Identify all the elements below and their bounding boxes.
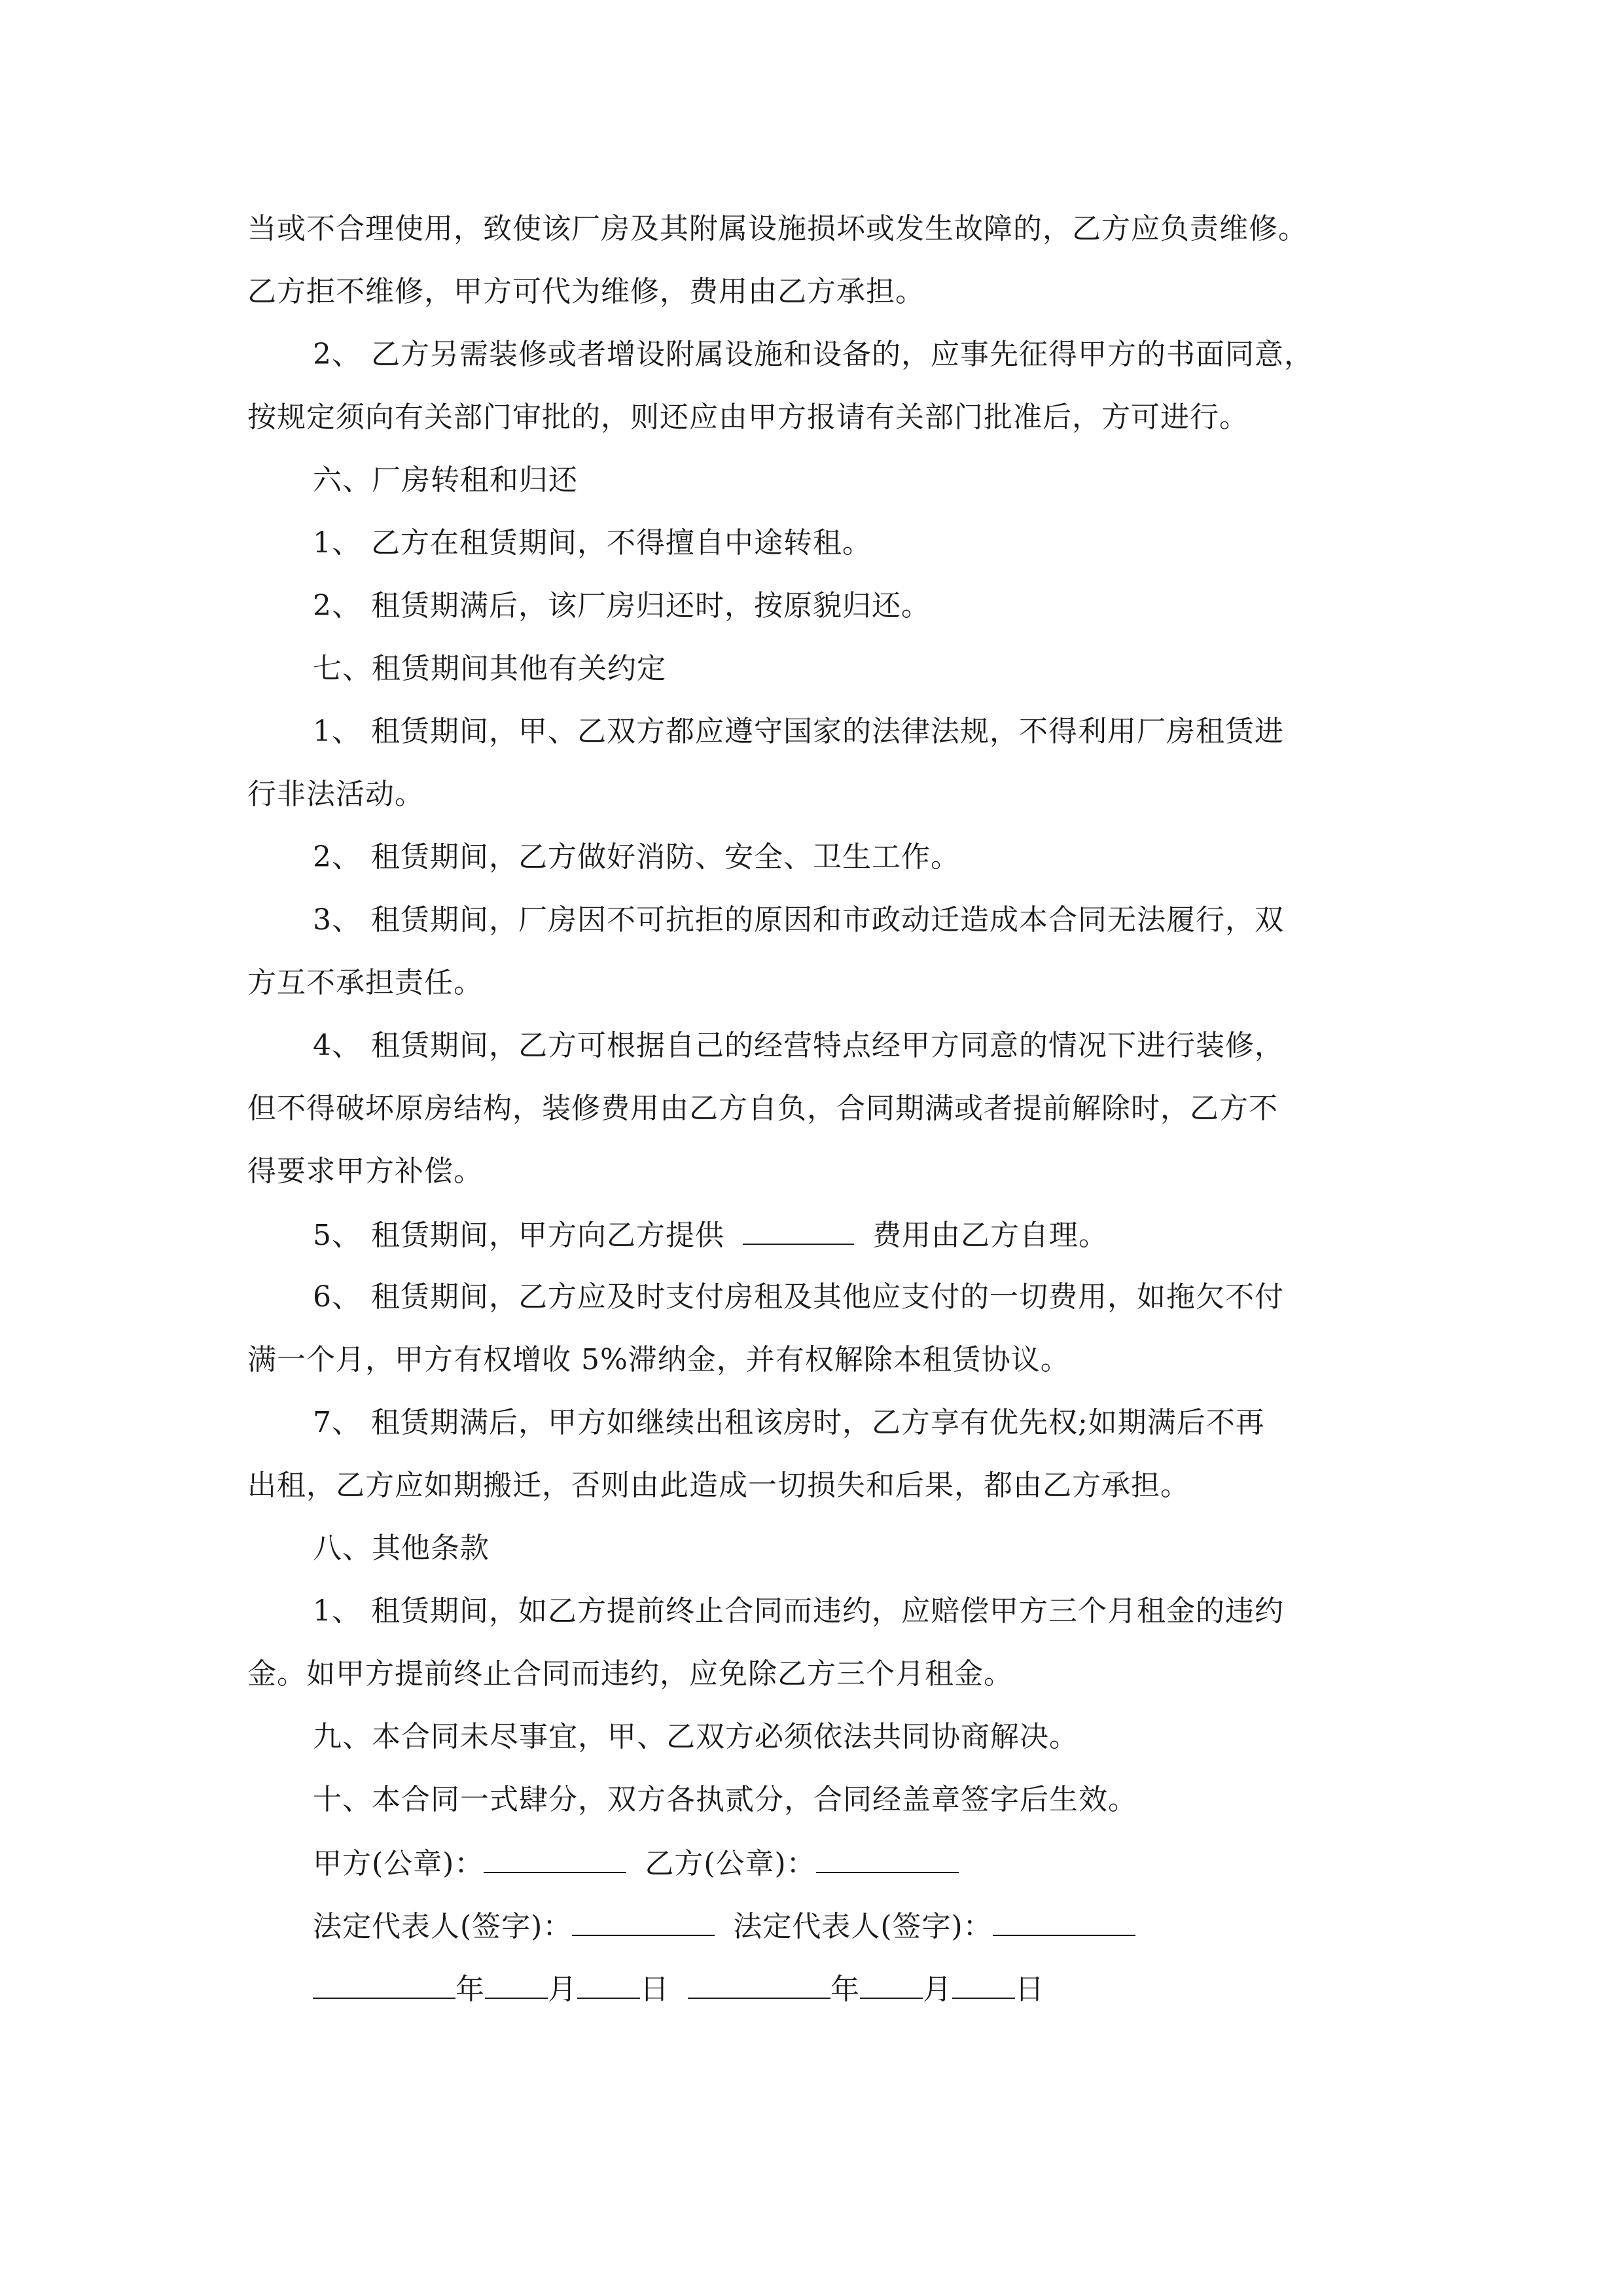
representative-line	[313, 1906, 1491, 1945]
paragraph-line: 6、 租赁期间，乙方应及时支付房租及其他应支付的一切费用，如拖欠不付	[313, 1280, 1284, 1314]
year-blank-b	[688, 1969, 830, 1999]
paragraph-line: 1、 乙方在租赁期间，不得擅自中途转租。	[313, 526, 872, 560]
paragraph-line: 行非法活动。	[247, 778, 424, 811]
section-heading: 七、租赁期间其他有关约定	[313, 652, 666, 685]
party-a-seal-blank	[484, 1843, 626, 1873]
paragraph-line: 乙方拒不维修，甲方可代为维修，费用由乙方承担。	[247, 275, 925, 308]
paragraph-text: 5、 租赁期间，甲方向乙方提供	[313, 1219, 724, 1252]
paragraph-line: 1、 租赁期间，甲、乙双方都应遵守国家的法律法规，不得利用厂房租赁进	[313, 715, 1284, 748]
party-b-seal-blank	[816, 1843, 959, 1873]
paragraph-line: 当或不合理使用，致使该厂房及其附属设施损坏或发生故障的，乙方应负责维修。	[247, 212, 1308, 245]
paragraph-line: 方互不承担责任。	[247, 966, 483, 999]
section-heading: 八、其他条款	[313, 1532, 490, 1565]
section-heading: 六、厂房转租和归还	[313, 463, 578, 497]
paragraph-line: 按规定须向有关部门审批的，则还应由甲方报请有关部门批准后，方可进行。	[247, 401, 1249, 434]
paragraph-line: 3、 租赁期间，厂房因不可抗拒的原因和市政动迁造成本合同无法履行，双	[313, 903, 1284, 937]
month-label: 月	[923, 1973, 952, 2006]
day-label: 日	[640, 1973, 669, 2006]
paragraph-text: 费用由乙方自理。	[872, 1219, 1108, 1252]
section-heading: 十、本合同一式肆分，双方各执贰分，合同经盖章签字后生效。	[313, 1783, 1137, 1816]
paragraph-line: 7、 租赁期满后，甲方如继续出租该房时，乙方享有优先权;如期满后不再	[313, 1406, 1265, 1439]
paragraph-line: 出租，乙方应如期搬迁，否则由此造成一切损失和后果，都由乙方承担。	[247, 1469, 1190, 1502]
paragraph-line	[313, 1215, 1491, 1254]
paragraph-line: 但不得破坏原房结构，装修费用由乙方自负，合同期满或者提前解除时，乙方不	[247, 1092, 1278, 1125]
section-heading: 九、本合同未尽事宜，甲、乙双方必须依法共同协商解决。	[313, 1720, 1079, 1753]
paragraph-line: 得要求甲方补偿。	[247, 1155, 483, 1188]
paragraph-line: 1、 租赁期间，如乙方提前终止合同而违约，应赔偿甲方三个月租金的违约	[313, 1594, 1284, 1628]
rep-b-blank	[993, 1906, 1135, 1936]
day-label: 日	[1015, 1973, 1044, 2006]
year-label: 年	[455, 1973, 485, 2006]
month-blank-b	[860, 1969, 923, 1999]
year-label: 年	[830, 1973, 860, 2006]
paragraph-line: 2、 租赁期间，乙方做好消防、安全、卫生工作。	[313, 840, 960, 874]
paragraph-line: 金。如甲方提前终止合同而违约，应免除乙方三个月租金。	[247, 1657, 1013, 1691]
seal-line	[313, 1843, 1491, 1882]
paragraph-line: 2、 乙方另需装修或者增设附属设施和设备的，应事先征得甲方的书面同意，	[313, 338, 1313, 371]
paragraph-line: 4、 租赁期间，乙方可根据自己的经营特点经甲方同意的情况下进行装修，	[313, 1029, 1284, 1062]
party-b-seal-label: 乙方(公章)：	[645, 1847, 816, 1880]
party-a-seal-label: 甲方(公章)：	[313, 1847, 484, 1880]
paragraph-line: 满一个月，甲方有权增收 5%滞纳金，并有权解除本租赁协议。	[247, 1343, 1070, 1376]
rep-a-label: 法定代表人(签字)：	[313, 1910, 573, 1943]
month-blank-a	[485, 1969, 548, 1999]
rep-a-blank	[572, 1906, 715, 1936]
date-line	[313, 1969, 1491, 2008]
month-label: 月	[548, 1973, 577, 2006]
day-blank-a	[577, 1969, 640, 1999]
rep-b-label: 法定代表人(签字)：	[733, 1910, 993, 1943]
day-blank-b	[952, 1969, 1015, 1999]
year-blank-a	[313, 1969, 455, 1999]
fill-in-blank	[743, 1215, 854, 1245]
paragraph-line: 2、 租赁期满后，该厂房归还时，按原貌归还。	[313, 589, 931, 622]
